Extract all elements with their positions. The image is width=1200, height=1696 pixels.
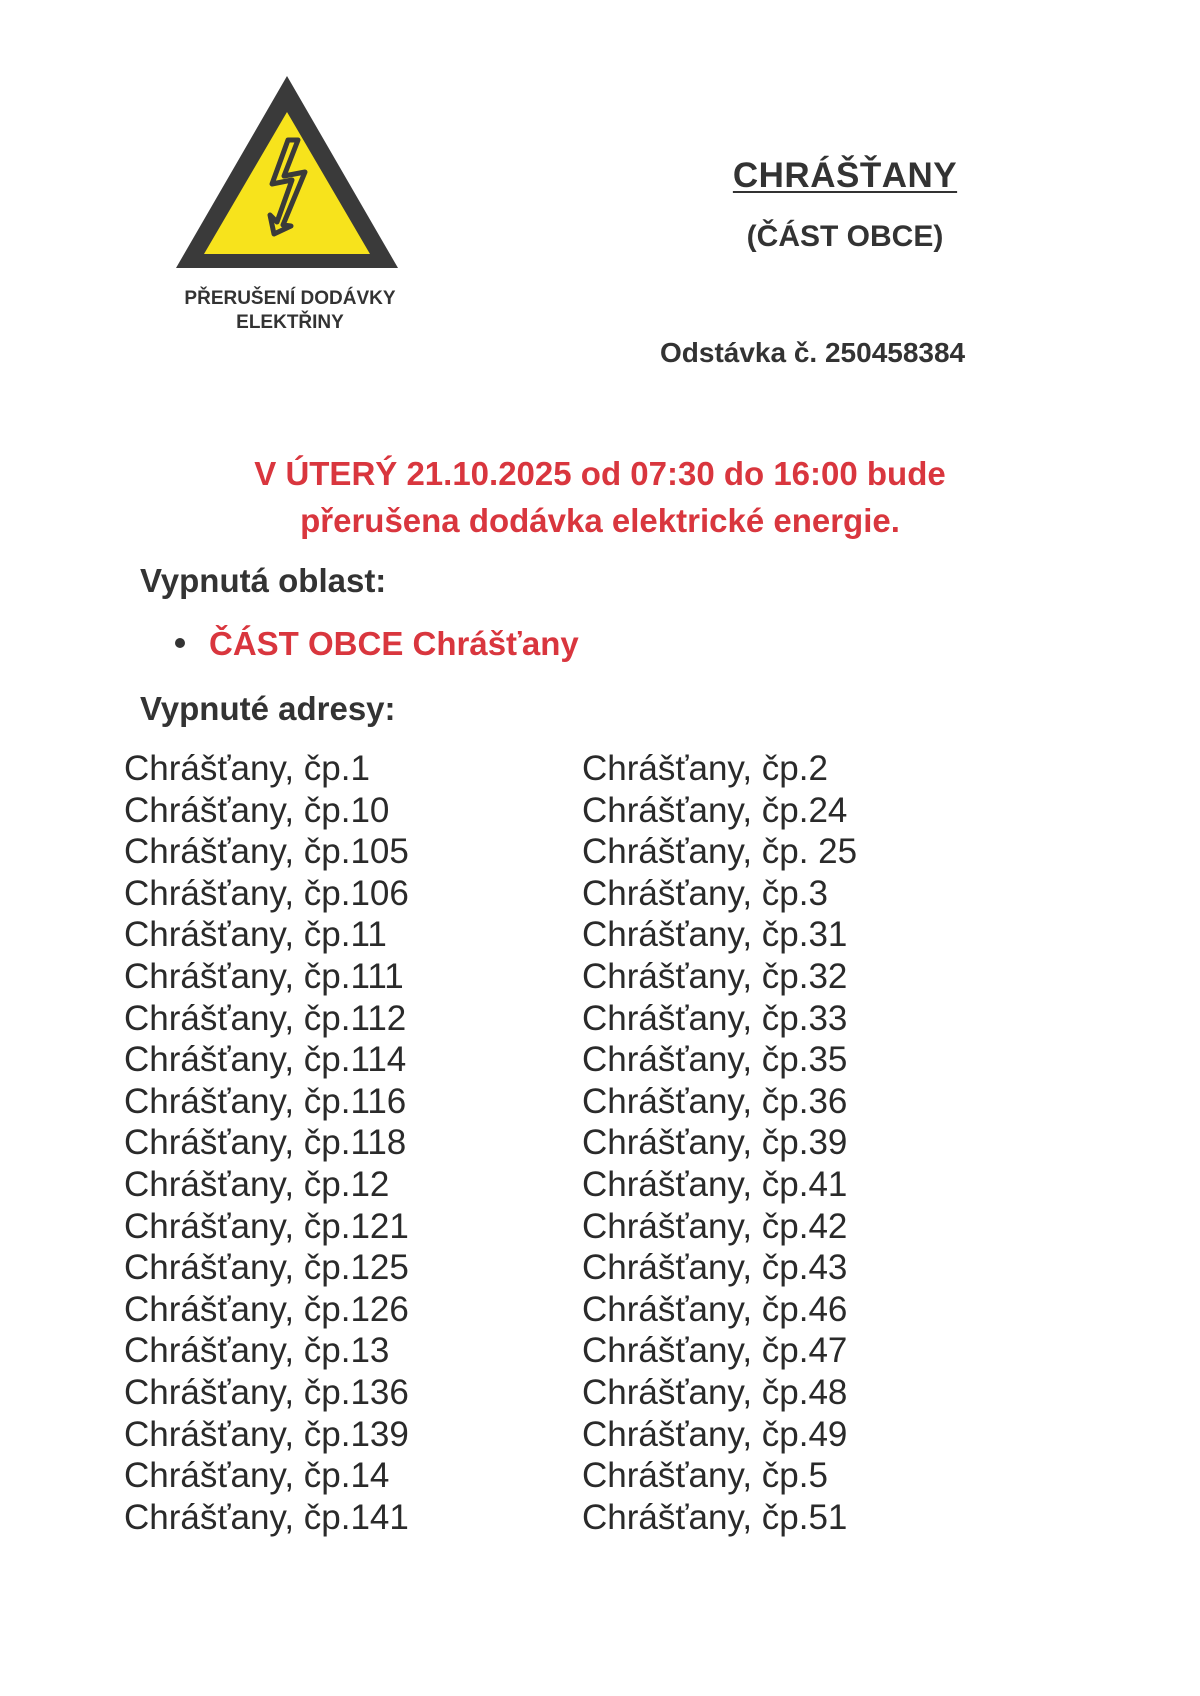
- outage-number: Odstávka č. 250458384: [660, 337, 966, 368]
- address-list-item: Chrášťany, čp.118: [124, 1123, 407, 1163]
- sign-caption-line1: PŘERUŠENÍ DODÁVKY: [184, 288, 396, 309]
- address-list-item: Chrášťany, čp.2: [582, 749, 828, 788]
- address-list-item: Chrášťany, čp.1: [124, 749, 370, 788]
- address-list-right: [582, 748, 857, 1538]
- address-list-item: Chrášťany, čp.5: [582, 1456, 828, 1496]
- address-list-item: Chrášťany, čp.33: [582, 998, 848, 1038]
- page-title: CHRÁŠŤANY: [732, 156, 958, 195]
- address-list-left: [124, 748, 409, 1538]
- bullet-icon: [175, 638, 185, 648]
- addresses-heading: Vypnuté adresy:: [140, 690, 396, 727]
- address-list-item: Chrášťany, čp.114: [124, 1040, 407, 1080]
- sign-caption-line2: ELEKTŘINY: [236, 312, 344, 333]
- address-list-item: Chrášťany, čp.3: [582, 873, 828, 913]
- address-list-item: Chrášťany, čp. 25: [582, 832, 858, 872]
- address-list-item: Chrášťany, čp.106: [124, 873, 409, 913]
- announcement-line2: přerušena dodávka elektrické energie.: [300, 502, 900, 539]
- address-list-item: Chrášťany, čp.43: [582, 1248, 848, 1288]
- address-list-item: Chrášťany, čp.111: [124, 956, 404, 996]
- address-list-item: Chrášťany, čp.112: [124, 998, 407, 1038]
- address-list-item: Chrášťany, čp.46: [582, 1289, 848, 1329]
- address-list-item: Chrášťany, čp.48: [582, 1372, 848, 1412]
- announcement-line1: V ÚTERÝ 21.10.2025 od 07:30 do 16:00 bude: [254, 455, 946, 492]
- outage-announcement: [100, 450, 1100, 544]
- address-list-item: Chrášťany, čp.24: [582, 790, 848, 830]
- address-list-item: Chrášťany, čp.36: [582, 1081, 848, 1121]
- area-list-item: [175, 625, 579, 663]
- address-list-item: Chrášťany, čp.105: [124, 832, 409, 872]
- address-list-item: Chrášťany, čp.125: [124, 1248, 409, 1288]
- address-list-item: Chrášťany, čp.35: [582, 1040, 848, 1080]
- address-list-item: Chrášťany, čp.51: [582, 1497, 848, 1537]
- address-list-item: Chrášťany, čp.42: [582, 1206, 848, 1246]
- address-list-item: Chrášťany, čp.11: [124, 915, 387, 955]
- address-list-item: Chrášťany, čp.141: [124, 1497, 409, 1537]
- high-voltage-warning-icon: [176, 76, 398, 268]
- address-list-item: Chrášťany, čp.126: [124, 1289, 409, 1329]
- address-list-item: Chrášťany, čp.116: [124, 1081, 407, 1121]
- page-subtitle: (ČÁST OBCE): [746, 220, 944, 253]
- address-list-item: Chrášťany, čp.136: [124, 1372, 409, 1412]
- address-list-item: Chrášťany, čp.39: [582, 1123, 848, 1163]
- address-list-item: Chrášťany, čp.31: [582, 915, 848, 955]
- address-list-item: Chrášťany, čp.121: [124, 1206, 409, 1246]
- area-heading: Vypnutá oblast:: [140, 562, 387, 599]
- address-list-item: Chrášťany, čp.13: [124, 1331, 390, 1371]
- address-list-item: Chrášťany, čp.47: [582, 1331, 848, 1371]
- address-list-item: Chrášťany, čp.14: [124, 1456, 390, 1496]
- address-list-item: Chrášťany, čp.41: [582, 1164, 848, 1204]
- address-list-item: Chrášťany, čp.32: [582, 956, 848, 996]
- address-list-item: Chrášťany, čp.139: [124, 1414, 409, 1454]
- address-list-item: Chrášťany, čp.12: [124, 1164, 390, 1204]
- address-list-item: Chrášťany, čp.49: [582, 1414, 848, 1454]
- address-list-item: Chrášťany, čp.10: [124, 790, 390, 830]
- area-item-label: ČÁST OBCE Chrášťany: [209, 625, 579, 662]
- sign-caption: [150, 287, 430, 335]
